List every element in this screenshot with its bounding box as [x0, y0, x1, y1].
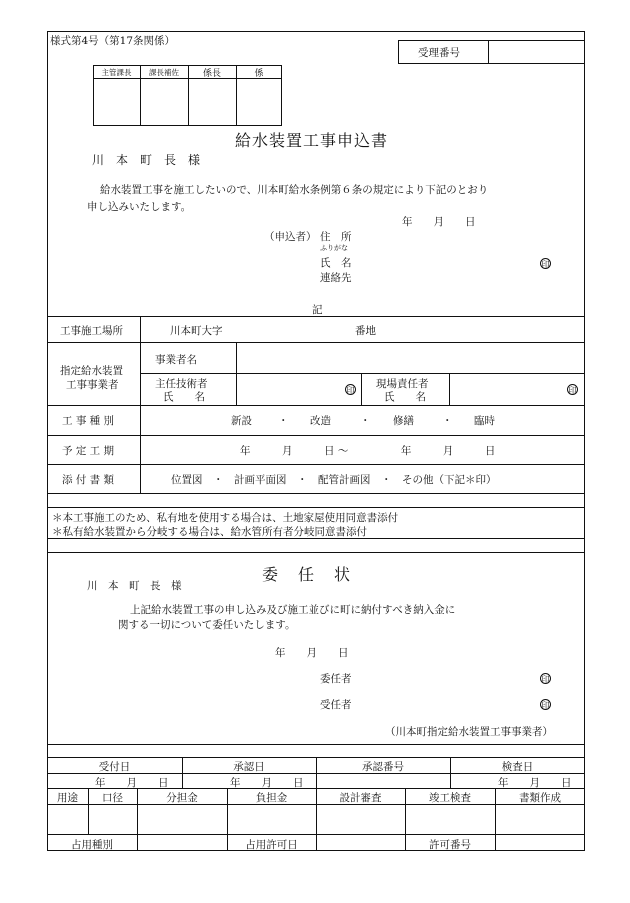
applicant-seal-icon: 印 [541, 260, 550, 269]
approval-head-2: 課長補佐 [149, 68, 179, 77]
ki-label: 記 [312, 304, 323, 316]
design-review-label: 設計審査 [339, 792, 382, 804]
business-name-label: 事業者名 [155, 354, 197, 366]
delegator-label: 委任者 [320, 673, 352, 685]
work-type-4: 臨時 [474, 415, 495, 427]
inspection-date-value: 年 月 日 [498, 777, 572, 789]
work-type-sep-2: ・ [360, 415, 371, 427]
note-1: ＊本工事施工のため、私有地を使用する場合は、土地家屋使用同意書添付 [52, 512, 399, 524]
delegation-title: 委任状 [262, 565, 371, 584]
occupancy-type-label: 占用種別 [71, 839, 113, 851]
receipt-number-label: 受理番号 [418, 47, 460, 59]
receipt-divider [488, 40, 489, 64]
approval-head-3: 係長 [202, 69, 221, 79]
approval-head-1: 主管課長 [101, 68, 132, 77]
document-preparation-label: 書類作成 [519, 792, 561, 804]
burden-fee-label: 負担金 [255, 792, 288, 804]
delegation-text-1: 上記給水装置工事の申し込み及び施工並びに町に納付すべき納入金に [130, 604, 456, 616]
receipt-date-label: 受付日 [98, 761, 131, 773]
delegation-date: 年 月 日 [275, 647, 349, 659]
contractor-label-1: 指定給水装置 [60, 365, 123, 377]
work-type-3: 修繕 [393, 415, 414, 427]
inspection-date-label: 検査日 [501, 761, 534, 773]
occupancy-permit-date-label: 占用許可日 [245, 839, 298, 851]
sub-col-divider-2 [361, 373, 362, 405]
note-2: ＊私有給水装置から分岐する場合は、給水管所有者分岐同意書添付 [52, 526, 367, 538]
site-label: 工事施工場所 [60, 325, 123, 337]
applicant-label: （申込者） [264, 231, 317, 243]
row-line-1 [47, 316, 585, 317]
work-type-2: 改造 [310, 415, 331, 427]
delegatee-label: 受任者 [320, 699, 352, 711]
permit-number-label: 許可番号 [429, 839, 471, 851]
work-type-sep-1: ・ [278, 415, 289, 427]
share-fee-label: 分担金 [166, 792, 198, 804]
sub-col-divider-1 [236, 342, 237, 405]
completion-inspection-label: 竣工検査 [429, 792, 471, 804]
diameter-label: 口径 [102, 792, 123, 804]
delegation-addressee: 川 本 町 長 様 [87, 580, 182, 592]
receipt-date-value: 年 月 日 [95, 777, 169, 789]
delegatee-seal-icon: 印 [541, 701, 550, 710]
site-manager-label-1: 現場責任者 [376, 378, 429, 390]
usage-label: 用途 [57, 792, 78, 804]
period-value: 年 月 日 〜 年 月 日 [240, 445, 496, 457]
work-type-label: 工 事 種 別 [62, 415, 115, 427]
approval-date-value: 年 月 日 [230, 777, 304, 789]
row-line-3 [140, 373, 585, 374]
chief-engineer-label-2: 氏 名 [163, 391, 205, 403]
form-number: 様式第4号（第17条関係） [50, 35, 176, 47]
site-manager-label-2: 氏 名 [384, 391, 426, 403]
notes-top [47, 507, 585, 508]
intro-line-2: 申し込みいたします。 [87, 201, 192, 213]
addressee: 川 本 町 長 様 [92, 153, 201, 167]
contractor-label-2: 工事事業者 [66, 379, 119, 391]
row-line-5 [47, 435, 585, 436]
notes-bottom-1 [47, 538, 585, 539]
delegation-text-2: 関する一切について委任いたします。 [118, 619, 296, 631]
name-label: 氏 名 [320, 257, 352, 269]
contact-label: 連絡先 [320, 272, 352, 284]
intro-line-1: 給水装置工事を施工したいので、川本町給水条例第６条の規定により下記のとおり [100, 184, 489, 196]
site-value-1: 川本町大字 [170, 325, 223, 337]
delegator-seal-icon: 印 [541, 675, 550, 684]
attachment-value: 位置図 ・ 計画平面図 ・ 配管計画図 ・ その他（下記＊印） [171, 474, 497, 486]
work-type-sep-3: ・ [442, 415, 453, 427]
chief-engineer-label-1: 主任技術者 [155, 378, 208, 390]
attachment-label: 添 付 書 類 [62, 474, 115, 486]
sub-col-divider-3 [449, 373, 450, 405]
row-line-6 [47, 464, 585, 465]
chief-engineer-seal-icon: 印 [346, 386, 355, 395]
approval-head-4: 係 [254, 69, 264, 79]
row-line-7 [47, 493, 585, 494]
form-title: 給水装置工事申込書 [235, 131, 389, 150]
application-date: 年 月 日 [402, 216, 476, 228]
address-label: 住 所 [320, 231, 352, 243]
notes-bottom-2 [47, 552, 585, 553]
period-label: 予 定 工 期 [62, 445, 115, 457]
site-manager-seal-icon: 印 [568, 386, 577, 395]
delegation-footer: （川本町指定給水装置工事事業者） [385, 726, 553, 738]
bottom-line-0 [47, 744, 585, 745]
site-value-2: 番地 [355, 325, 376, 337]
approval-number-label: 承認番号 [362, 761, 404, 773]
row-line-2 [47, 342, 585, 343]
approval-date-label: 承認日 [233, 761, 265, 773]
work-type-1: 新設 [231, 415, 252, 427]
label-col-divider [140, 316, 141, 493]
row-line-4 [47, 405, 585, 406]
furigana-label: ふりがな [320, 244, 348, 252]
